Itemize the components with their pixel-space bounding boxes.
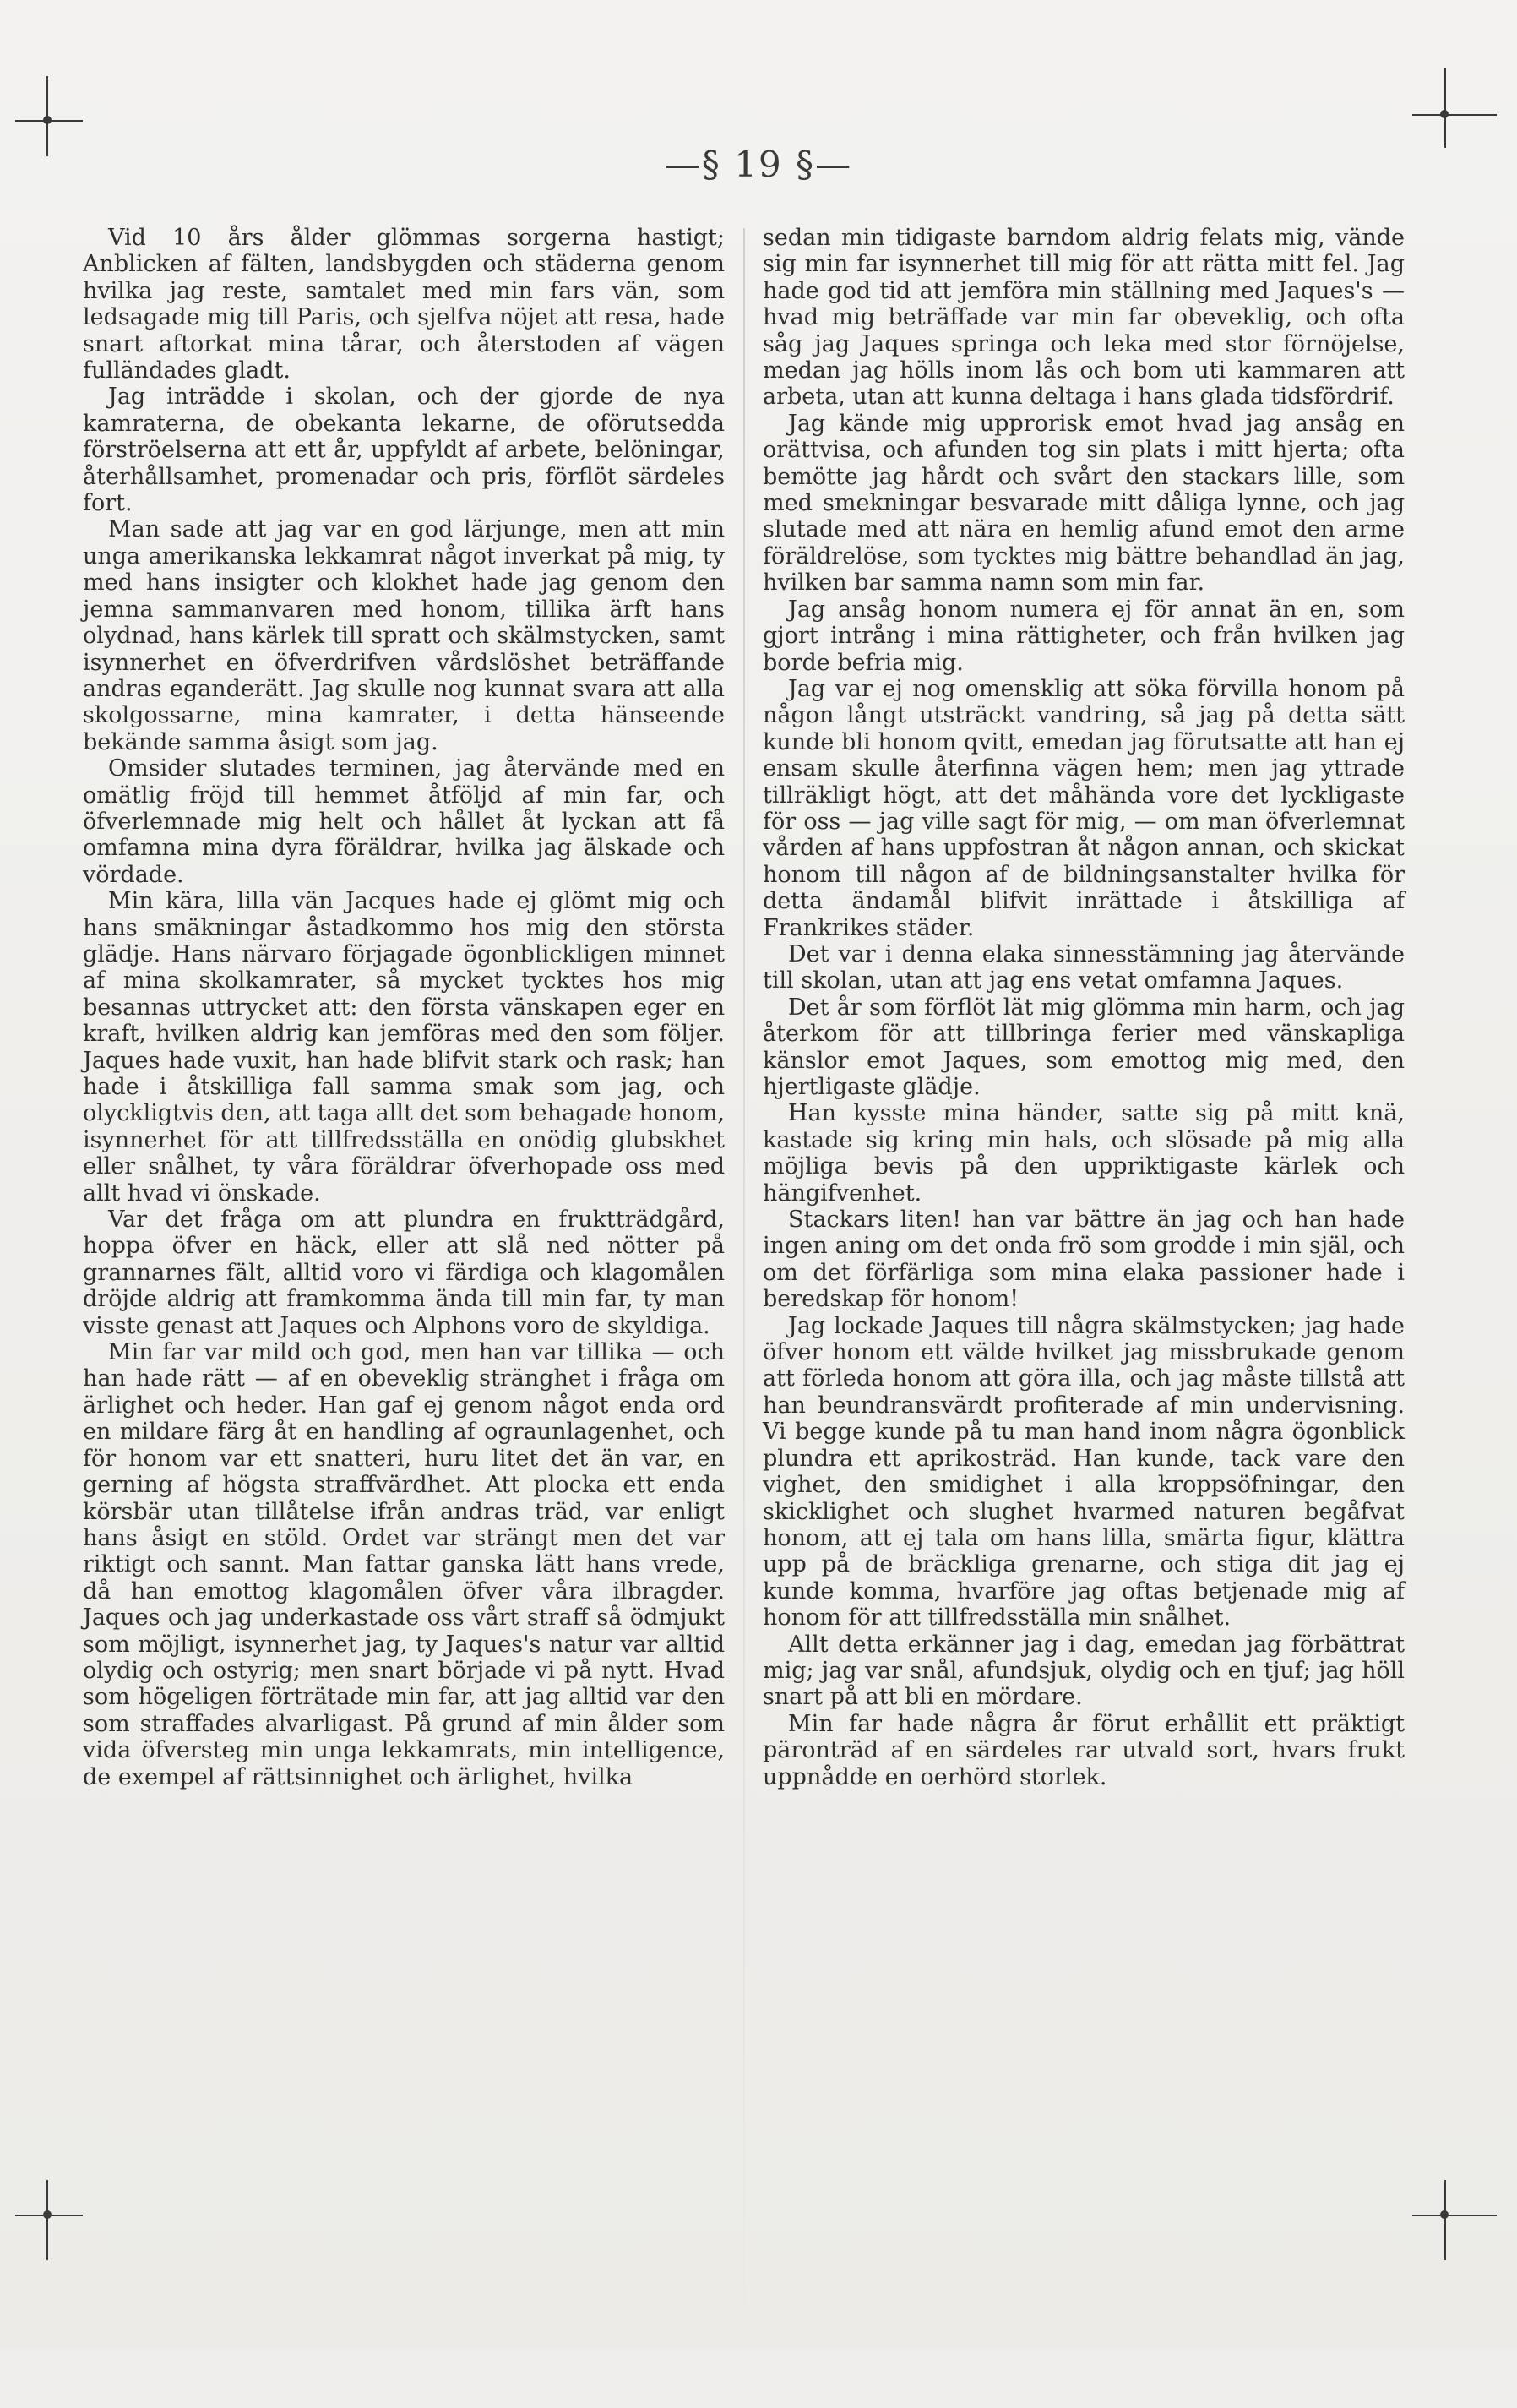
crop-mark-bottom-right-v (1444, 2180, 1446, 2260)
paragraph: Min far var mild och god, men han var tillika — och han hade rätt — af en obeveklig stränghet i fråga om ärlighet och heder. Han gaf ej genom något enda ord en mildare färg åt en handling af ograunlagenhet, och för honom var ett snatteri, huru litet det än var, en gerning af högsta straffvärdhet. Att plocka ett enda körsbär utan tillåtelse ifrån andras träd, var enligt hans åsigt en stöld. Ordet var strängt men det var riktigt och sannt. Man fattar ganska lätt hans vrede, då han emottog klagomålen öfver våra ilbragder. Jaques och jag underkastade oss vårt straff så ödmjukt som möjligt, isynnerhet jag, ty Jaques's natur var alltid olydig och ostyrig; men snart började vi på nytt. Hvad som högeligen förträtade min far, att jag alltid var den som straffades alvarligast. På grund af min ålder som vida öfversteg min unga lekkamrats, min intelligence, de exempel af rättsinnighet och ärlighet, hvilka (83, 1339, 725, 1790)
paragraph: Jag kände mig upprorisk emot hvad jag ansåg en orättvisa, och afunden tog sin plats i mitt hjerta; ofta bemötte jag hårdt och svårt den stackars lille, som med smekningar besvarade mitt dåliga lynne, och jag slutade med att nära en hemlig afund emot den arme föräldrelöse, som tycktes mig bättre behandlad än jag, hvilken bar samma namn som min far. (763, 410, 1405, 597)
crop-mark-bottom-left-v (46, 2180, 48, 2260)
paragraph: Man sade att jag var en god lärjunge, men att min unga amerikanska lekkamrat något inverkat på mig, ty med hans insigter och klokhet hade jag genom den jemna sammanvaren med honom, tillika ärft hans olydnad, hans kärlek till spratt och skälmstycken, samt isynnerhet en öfverdrifven vårdslöshet beträffande andras eganderätt. Jag skulle nog kunnat svara att alla skolgossarne, mina kamrater, i detta hänseende bekände samma åsigt som jag. (83, 516, 725, 755)
crop-mark-top-left-dot (43, 116, 52, 124)
crop-mark-top-right-v (1444, 68, 1446, 148)
crop-mark-top-right-h (1412, 114, 1497, 116)
paragraph: Han kysste mina händer, satte sig på mitt knä, kastade sig kring min hals, och slösade på mig alla möjliga bevis på den uppriktigaste kärlek och hängifvenhet. (763, 1100, 1405, 1207)
paragraph: Det år som förflöt lät mig glömma min harm, och jag återkom för att tillbringa ferier med vänskapliga känslor emot Jaques, som emottog mig med, den hjertligaste glädje. (763, 994, 1405, 1100)
paragraph: Vid 10 års ålder glömmas sorgerna hastigt; Anblicken af fälten, landsbygden och städerna genom hvilka jag reste, samtalet med min fars vän, som ledsagade mig till Paris, och sjelfva nöjet att resa, hade snart aftorkat mina tårar, och återstoden af vägen fulländades gladt. (83, 225, 725, 384)
paragraph: Jag ansåg honom numera ej för annat än en, som gjort intrång i mina rättigheter, och från hvilken jag borde befria mig. (763, 596, 1405, 676)
paragraph: Stackars liten! han var bättre än jag och han hade ingen aning om det onda frö som grodde i min själ, och om det förfärliga som mina elaka passioner hade i beredskap för honom! (763, 1207, 1405, 1313)
paragraph: Min far hade några år förut erhållit ett präktigt päronträd af en särdeles rar utvald sort, hvars frukt uppnådde en oerhörd storlek. (763, 1710, 1405, 1790)
paragraph: Allt detta erkänner jag i dag, emedan jag förbättrat mig; jag var snål, afundsjuk, olydig och en tjuf; jag höll snart på att bli en mördare. (763, 1631, 1405, 1711)
right-column (763, 225, 1405, 1790)
crop-mark-bottom-right-dot (1440, 2210, 1449, 2219)
paragraph-continuation: sedan min tidigaste barndom aldrig felats mig, vände sig min far isynnerhet till mig för att rätta mitt fel. Jag hade god tid att jemföra min ställning med Jaques's — hvad mig beträffade var min far obeveklig, och ofta såg jag Jaques springa och leka med stor förnöjelse, medan jag hölls inom lås och bom uti kammaren att arbeta, utan att kunna deltaga i hans glada tidsfördrif. (763, 225, 1405, 411)
left-column (83, 225, 725, 1790)
paragraph: Var det fråga om att plundra en fruktträdgård, hoppa öfver en häck, eller att slå ned nötter på grannarnes fält, alltid voro vi färdiga och klagomålen dröjde aldrig att framkomma ända till min far, ty man visste genast att Jaques och Alphons voro de skyldiga. (83, 1207, 725, 1339)
paragraph: Jag inträdde i skolan, och der gjorde de nya kamraterna, de obekanta lekarne, de oförutsedda förströelserna att ett år, uppfyldt af arbete, belöningar, återhållsamhet, promenadar och pris, förflöt särdeles fort. (83, 384, 725, 517)
crop-mark-bottom-left-dot (43, 2210, 52, 2219)
page-number-header: —§ 19 §— (664, 144, 853, 185)
column-divider (743, 228, 745, 2408)
crop-mark-bottom-right-h (1412, 2215, 1497, 2216)
paragraph: Det var i denna elaka sinnesstämning jag återvände till skolan, utan att jag ens vetat omfamna Jaques. (763, 940, 1405, 994)
paragraph: Min kära, lilla vän Jacques hade ej glömt mig och hans smäkningar åstadkommo hos mig den största glädje. Hans närvaro förjagade ögonblickligen minnet af mina skolkamrater, så mycket tycktes hos mig besannas uttrycket att: den första vänskapen eger en kraft, hvilken aldrig kan jemföras med den som följer. Jaques hade vuxit, han hade blifvit stark och rask; han hade i åtskilliga fall samma smak som jag, och olyckligtvis den, att taga allt det som behagade honom, isynnerhet för att tillfredsställa en onödig glubskhet eller snålhet, ty våra föräldrar öfverhopade oss med allt hvad vi önskade. (83, 888, 725, 1207)
paragraph: Jag var ej nog omensklig att söka förvilla honom på någon långt utsträckt vandring, så jag på detta sätt kunde bli honom qvitt, emedan jag förutsatte att han ej ensam skulle återfinna vägen hem; men jag yttrade tillräkligt högt, att det måhända vore det lyckligaste för oss — jag ville sagt för mig, — om man öfverlemnat vården af hans uppfostran åt någon annan, och skickat honom till någon af de bildningsanstalter hvilka för detta ändamål blifvit inrättade i åtskilliga af Frankrikes städer. (763, 675, 1405, 941)
paragraph: Omsider slutades terminen, jag återvände med en omätlig fröjd till hemmet åtföljd af min far, och öfverlemnade mig helt och hållet åt lyckan att få omfamna mina dyra föräldrar, hvilka jag älskade och vördade. (83, 755, 725, 888)
paragraph: Jag lockade Jaques till några skälmstycken; jag hade öfver honom ett välde hvilket jag missbrukade genom att förleda honom att göra illa, och jag måste tillstå att han beundransvärdt profiterade af min undervisning. Vi begge kunde på tu man hand inom några ögonblick plundra ett aprikosträd. Han kunde, tack vare den vighet, den smidighet i alla kroppsöfningar, den skicklighet och slughet hvarmed naturen begåfvat honom, att ej tala om hans lilla, smärta figur, klättra upp på de bräckliga grenarne, och stiga dit jag ej kunde komma, hvarföre jag oftas betjenade mig af honom för att tillfredsställa min snålhet. (763, 1312, 1405, 1632)
crop-mark-top-right-dot (1440, 110, 1449, 118)
